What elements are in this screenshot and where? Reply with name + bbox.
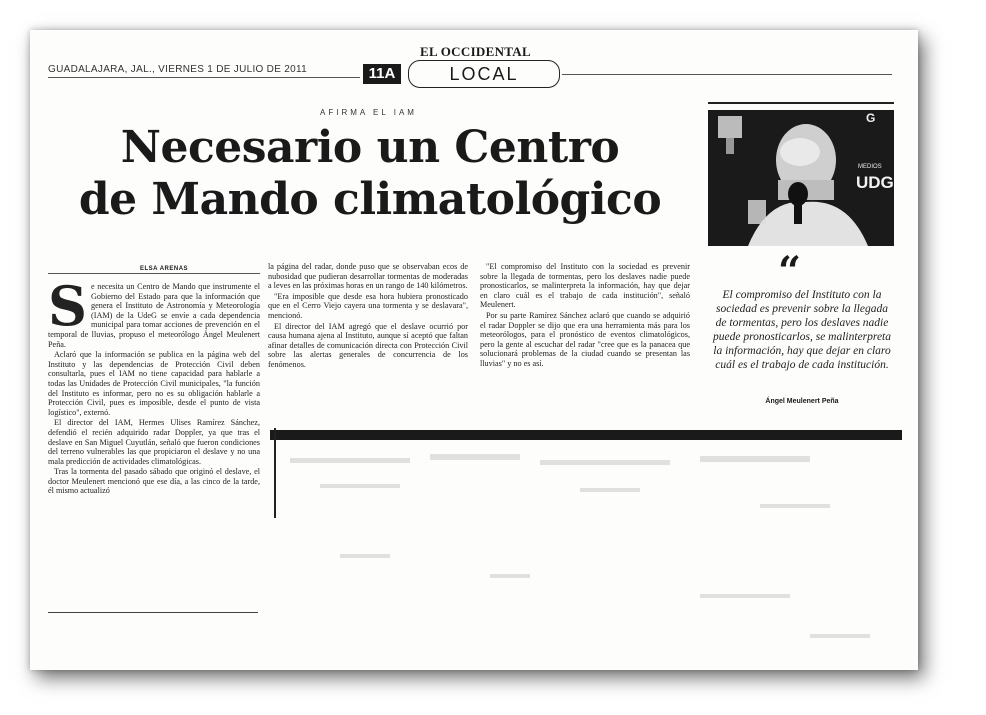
vertical-divider — [274, 428, 276, 518]
black-divider-bar — [270, 430, 902, 440]
headline-line-2: de Mando climatológico — [78, 174, 662, 225]
dateline: GUADALAJARA, JAL., VIERNES 1 DE JULIO DE 2011 — [48, 64, 307, 75]
newspaper-page — [30, 30, 918, 670]
article-column-1 — [48, 274, 260, 497]
svg-text:G: G — [866, 111, 876, 125]
column-end-rule — [48, 612, 258, 613]
masthead-rule-right — [562, 74, 892, 75]
speaker-photo — [708, 110, 894, 246]
paragraph: "Era imposible que desde esa hora hubiera pronosticado que en el Cerro Viejo cayera una tormenta y se deslavara", mencionó. — [268, 291, 468, 320]
headline-line-1: Necesario un Centro — [120, 122, 620, 173]
section-label: LOCAL — [408, 60, 560, 88]
sidebar-rule — [708, 102, 894, 104]
dropcap: S — [48, 274, 87, 338]
article-headline — [40, 122, 700, 226]
pullquote: El compromiso del Instituto con la sociedad es prevenir sobre la llegada de tormentas, pero los deslaves nadie puede pronosticarlos, se malinterpreta la información, hay que dejar en claro cuál es el trabajo de cada institución. — [712, 289, 892, 371]
paragraph: la página del radar, donde puso que se observaban ecos de nubosidad que pudieran desarrollar tormentas de moderadas a leves en las próximas horas en un rango de 140 kilómetros. — [268, 262, 468, 291]
faded-bleedthrough-texture — [280, 444, 910, 664]
article-column-2 — [268, 262, 468, 371]
speaker-photo-graphic — [708, 110, 894, 246]
masthead-rule-left — [48, 77, 360, 78]
paragraph: Por su parte Ramírez Sánchez aclaró que cuando se adquirió el radar Doppler se dijo que era una herramienta más para los meteorólogos, para el pronóstico de eventos climatológicos, pero la gente al escuchar del radar "cree que es la panacea que solucionará problemas de la ciudad cuando se presentan las lluvias" y no es así. — [480, 310, 690, 368]
publication-name: EL OCCIDENTAL — [420, 44, 531, 59]
paragraph: Aclaró que la información se publica en la página web del Instituto y las dependencias de Protección Civil deben consultarla, pues el IAM no tiene capacidad para hablarle a todas las Unidades de Protección Civil municipales, "la función del Instituto es informar, pero no es su obligación hablarle a Protección Civil, pues es imposible, desde el punto de vista logístico", externó. — [48, 350, 260, 417]
paragraph: e necesita un Centro de Mando que instrumente el Gobierno del Estado para que la información que genera el Instituto de Astronomía y Meteorología (IAM) de la UdeG se envíe a cada dependencia municipal para tomar acciones de prevención en el temporal de lluvias, propuso el meteorólogo Ángel Meulenert Peña. — [48, 282, 260, 349]
paragraph: El director del IAM agregó que el deslave ocurrió por causa humana ajena al Instituto, aunque sí aceptó que faltan afinar detalles de comunicación directa con Protección Civil sobre las alertas generales de concurrencia de los fenómenos. — [268, 321, 468, 369]
page-number: 11A — [363, 64, 401, 84]
article-column-3 — [480, 262, 690, 370]
paragraph: El director del IAM, Hermes Ulises Ramírez Sánchez, defendió el recién adquirido radar Doppler, ya que tras el deslave en San Miguel Cuyutlán, señaló que fueron condiciones del terreno vulnerables las que propiciaron el deslave y no una mala predicción de actividades climatológicas. — [48, 418, 260, 466]
byline: ELSA ARENAS — [140, 266, 189, 272]
quote-mark-icon: “ — [778, 248, 802, 295]
pullquote-attribution: Ángel Meulenert Peña — [765, 398, 839, 405]
paragraph: Tras la tormenta del pasado sábado que originó el deslave, el doctor Meulenert mencionó que ese día, a las cinco de la tarde, él mismo actualizó — [48, 467, 260, 496]
logo-text-small: MEDIOS — [858, 164, 882, 170]
paragraph: "El compromiso del Instituto con la sociedad es prevenir sobre la llegada de tormentas, pero los deslaves nadie puede pronosticarlos, se malinterpreta la información, hay que dejar en claro cuál es el trabajo de cada institución", señaló Meulenert. — [480, 262, 690, 310]
article-kicker: AFIRMA EL IAM — [320, 108, 417, 117]
udg-logo-text: UDG — [856, 173, 894, 192]
